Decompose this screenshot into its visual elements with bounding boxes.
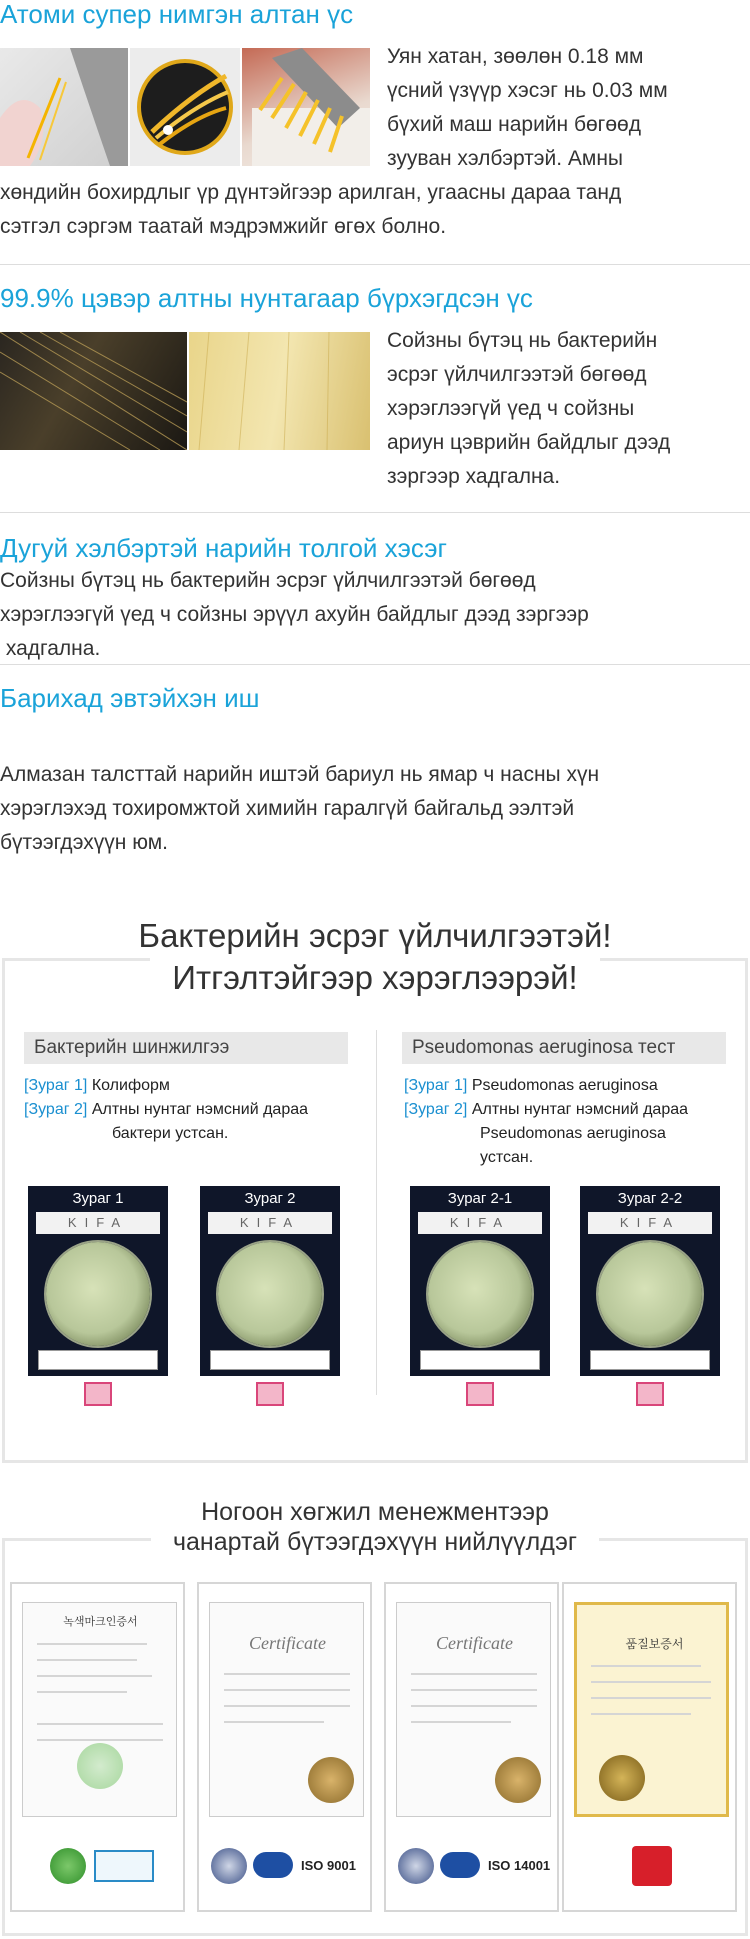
- kifa-label: KIFA: [208, 1212, 332, 1234]
- certificate-title: Certificate: [249, 1633, 326, 1653]
- certificate-document: [209, 1602, 364, 1817]
- figure-tag: [Зураг 1]: [24, 1077, 88, 1094]
- text-line: Алмазан талсттай нарийн иштэй бариул нь ямар ч насны хүн: [0, 763, 600, 786]
- figure-tag: [Зураг 2]: [24, 1101, 88, 1118]
- petri-dish-card: [28, 1186, 168, 1376]
- dish-label: Зураг 2-1: [447, 1190, 513, 1207]
- caption-text: Колиформ: [91, 1077, 170, 1094]
- caption-text: Алтны нунтаг нэмсний дараа: [471, 1101, 689, 1118]
- text-line: Сойзны бүтэц нь бактерийн: [387, 329, 658, 352]
- certificate-logos: [207, 1842, 366, 1892]
- petri-dish-card: [200, 1186, 340, 1376]
- brush-on-teeth-image: [242, 48, 370, 166]
- petri-dish: [46, 1242, 150, 1346]
- text-line: бүхий маш нарийн бөгөөд: [387, 113, 641, 136]
- text-line: ариун цэврийн байдлыг дээд: [387, 431, 671, 454]
- text-line: зэргээр хадгална.: [387, 465, 561, 488]
- heading-line: Ногоон хөгжил менежментээр: [179, 1497, 571, 1527]
- quality-mark-icon: [632, 1846, 672, 1886]
- feature-title: Барихад эвтэйхэн иш: [0, 683, 260, 713]
- certificate-green-mark: [10, 1582, 185, 1912]
- tooth-closeup-image: [0, 48, 128, 166]
- feature-title: Атоми супер нимгэн алтан үс: [0, 0, 354, 29]
- certificate-document: [574, 1602, 729, 1817]
- certificate-title: 품질보증서: [625, 1637, 684, 1651]
- kifa-label: KIFA: [36, 1212, 160, 1234]
- figure-tag: [Зураг 1]: [404, 1077, 468, 1094]
- petri-dish-card: [580, 1186, 720, 1376]
- text-line: Уян хатан, зөөлөн 0.18 мм: [387, 45, 644, 68]
- text-line: эсрэг үйлчилгээтэй бөгөөд: [387, 363, 647, 386]
- certificates-heading: [0, 1497, 750, 1557]
- figure-tag: [Зураг 2]: [404, 1101, 468, 1118]
- dish-caption-strip: [590, 1350, 710, 1370]
- test-caption-1: [24, 1074, 354, 1098]
- pseudomonas-test-heading: Pseudomonas aeruginosa тест: [402, 1032, 726, 1064]
- text-line: бүтээгдэхүүн юм.: [0, 831, 168, 854]
- seal-stamp: [84, 1382, 112, 1406]
- divider: [0, 664, 750, 665]
- kifa-label: KIFA: [418, 1212, 542, 1234]
- iso-label: ISO 14001: [488, 1858, 551, 1873]
- certificate-title: Certificate: [436, 1633, 513, 1653]
- dish-caption-strip: [38, 1350, 158, 1370]
- gold-bristles-dark-image: [0, 332, 187, 450]
- feature-title: Дугуй хэлбэртэй нарийн толгой хэсэг: [0, 533, 447, 563]
- text-line: сэтгэл сэргэм таатай мэдрэмжийг өгөх болно.: [0, 215, 447, 238]
- petri-dish: [428, 1242, 532, 1346]
- caption-text: Алтны нунтаг нэмсний дараа: [91, 1101, 309, 1118]
- certificate-iso-9001: [197, 1582, 372, 1912]
- heading-line: чанартай бүтээгдэхүүн нийлүүлдэг: [151, 1527, 599, 1557]
- text-line: үсний үзүүр хэсэг нь 0.03 мм: [387, 79, 668, 102]
- dish-caption-strip: [210, 1350, 330, 1370]
- certificate-document: [396, 1602, 551, 1817]
- bristle-tip-image: [130, 48, 240, 166]
- anab-logo-icon: [253, 1852, 293, 1878]
- test-caption-2-cont: устсан.: [480, 1149, 534, 1166]
- dish-label: Зураг 2: [244, 1190, 296, 1207]
- test-caption-2: [404, 1098, 734, 1122]
- text-line: хэрэглээгүй үед ч сойзны эрүүл ахуйн байдлыг дээд зэргээр: [0, 603, 589, 626]
- jcr-seal-icon: [495, 1757, 541, 1803]
- heading-line: Бактерийн эсрэг үйлчилгээтэй!: [116, 915, 633, 957]
- text-line: хадгална.: [0, 637, 101, 660]
- petri-dish-card: [410, 1186, 550, 1376]
- test-caption-2: [24, 1098, 354, 1122]
- petri-dish: [598, 1242, 702, 1346]
- feature-description-full: [0, 758, 750, 860]
- certificate-logos: [572, 1842, 731, 1892]
- feature-description-full: [0, 564, 750, 666]
- certificate-logos: [394, 1842, 553, 1892]
- test-caption-1: [404, 1074, 734, 1098]
- feature-description-full: [0, 176, 750, 244]
- certificate-iso-14001: [384, 1582, 559, 1912]
- petri-dish: [218, 1242, 322, 1346]
- certificate-quality-assurance: [562, 1582, 737, 1912]
- divider: [0, 264, 750, 265]
- kifa-label: KIFA: [588, 1212, 712, 1234]
- green-mark-icon: [50, 1848, 86, 1884]
- dish-caption-strip: [420, 1350, 540, 1370]
- seal-stamp: [256, 1382, 284, 1406]
- column-divider: [376, 1030, 377, 1395]
- feature-description-right: [387, 324, 747, 494]
- bacteria-test-heading: Бактерийн шинжилгээ: [24, 1032, 348, 1064]
- icr-logo-icon: [211, 1848, 247, 1884]
- text-line: Сойзны бүтэц нь бактерийн эсрэг үйлчилгээтэй бөгөөд: [0, 569, 536, 592]
- iso-label: ISO 9001: [301, 1858, 356, 1873]
- text-line: зууван хэлбэртэй. Амны: [387, 147, 624, 170]
- caption-text: Pseudomonas aeruginosa: [471, 1077, 658, 1094]
- text-line: хөндийн бохирдлыг үр дүнтэйгээр арилган, угаасны дараа танд: [0, 181, 622, 204]
- dish-label: Зураг 2-2: [617, 1190, 683, 1207]
- feature-description-right: [387, 40, 747, 176]
- divider: [0, 512, 750, 513]
- anab-logo-icon: [440, 1852, 480, 1878]
- certificate-title: 녹색마크인증서: [63, 1616, 138, 1628]
- text-line: хэрэглээгүй үед ч сойзны: [387, 397, 635, 420]
- gold-bristles-light-image: [189, 332, 370, 450]
- certificate-logos: [20, 1842, 179, 1892]
- certification-badge: [94, 1850, 154, 1882]
- seal-stamp: [636, 1382, 664, 1406]
- seal-stamp: [466, 1382, 494, 1406]
- icr-logo-icon: [398, 1848, 434, 1884]
- feature-title: 99.9% цэвэр алтны нунтагаар бүрхэгдсэн үс: [0, 283, 533, 313]
- test-caption-2-cont: бактери устсан.: [112, 1125, 229, 1142]
- text-line: хэрэглэхэд тохиромжтой химийн гаралгүй байгальд ээлтэй: [0, 797, 575, 820]
- dish-label: Зураг 1: [72, 1190, 124, 1207]
- test-caption-2-cont: Pseudomonas aeruginosa: [480, 1125, 666, 1142]
- heading-line: Итгэлтэйгээр хэрэглээрэй!: [150, 957, 599, 999]
- certificate-document: [22, 1602, 177, 1817]
- jcr-seal-icon: [308, 1757, 354, 1803]
- antibacterial-heading: [0, 915, 750, 999]
- gold-seal-icon: [599, 1755, 645, 1801]
